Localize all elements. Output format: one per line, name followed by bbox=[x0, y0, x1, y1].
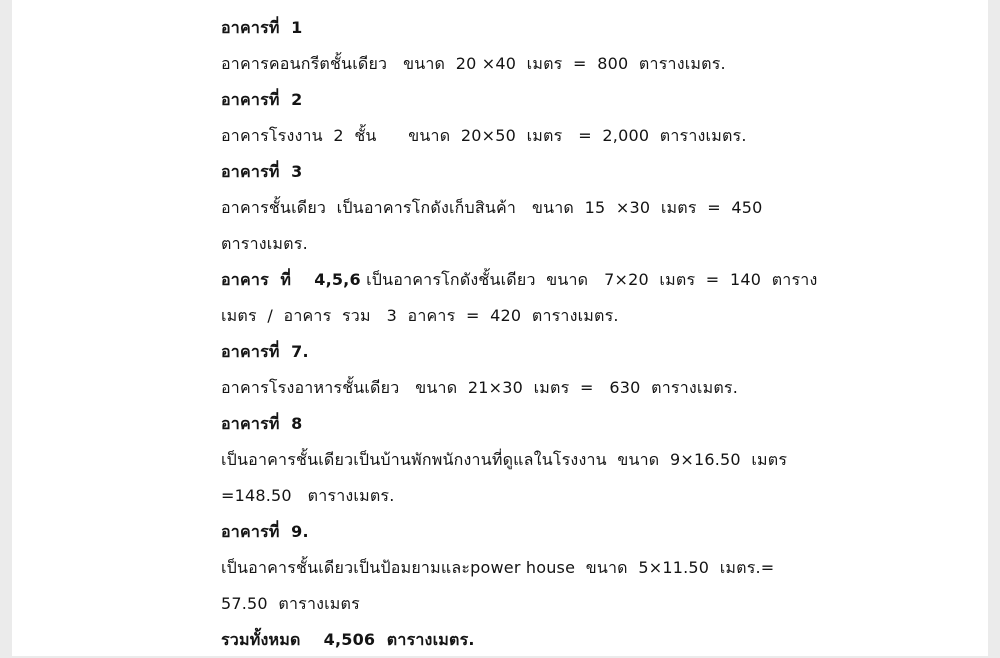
building-1-description: อาคารคอนกรีตชั้นเดียว ขนาด 20 ×40 เมตร = 800 ตารางเมตร. bbox=[221, 54, 726, 73]
building-3-description-cont: ตารางเมตร. bbox=[221, 234, 308, 253]
building-9-heading: อาคารที่ 9. bbox=[221, 522, 309, 541]
building-8-description: เป็นอาคารชั้นเดียวเป็นบ้านพักพนักงานที่ดูแลในโรงงาน ขนาด 9×16.50 เมตร bbox=[221, 450, 788, 469]
total-area: รวมทั้งหมด 4,506 ตารางเมตร. bbox=[221, 630, 475, 649]
building-1-heading: อาคารที่ 1 bbox=[221, 18, 303, 37]
building-4-6-description bbox=[221, 262, 861, 298]
building-4-6-description-cont: เมตร / อาคาร รวม 3 อาคาร = 420 ตารางเมตร. bbox=[221, 306, 619, 325]
building-3-description: อาคารชั้นเดียว เป็นอาคารโกดังเก็บสินค้า ขนาด 15 ×30 เมตร = 450 bbox=[221, 198, 763, 217]
building-2-heading: อาคารที่ 2 bbox=[221, 90, 303, 109]
building-9-description: เป็นอาคารชั้นเดียวเป็นป้อมยามและpower house ขนาด 5×11.50 เมตร.= bbox=[221, 558, 775, 577]
building-8-heading: อาคารที่ 8 bbox=[221, 414, 303, 433]
building-9-description-cont: 57.50 ตารางเมตร bbox=[221, 594, 360, 613]
building-4-6-text: เป็นอาคารโกดังชั้นเดียว ขนาด 7×20 เมตร = 140 ตาราง bbox=[360, 270, 818, 289]
document-body bbox=[221, 10, 861, 658]
building-7-description: อาคารโรงอาหารชั้นเดียว ขนาด 21×30 เมตร = 630 ตารางเมตร. bbox=[221, 378, 738, 397]
building-8-description-cont: =148.50 ตารางเมตร. bbox=[221, 486, 395, 505]
building-2-description: อาคารโรงงาน 2 ชั้น ขนาด 20×50 เมตร = 2,000 ตารางเมตร. bbox=[221, 126, 747, 145]
building-3-heading: อาคารที่ 3 bbox=[221, 162, 303, 181]
building-4-6-heading: อาคาร ที่ 4,5,6 bbox=[221, 270, 361, 289]
building-7-heading: อาคารที่ 7. bbox=[221, 342, 309, 361]
document-page bbox=[12, 0, 988, 656]
